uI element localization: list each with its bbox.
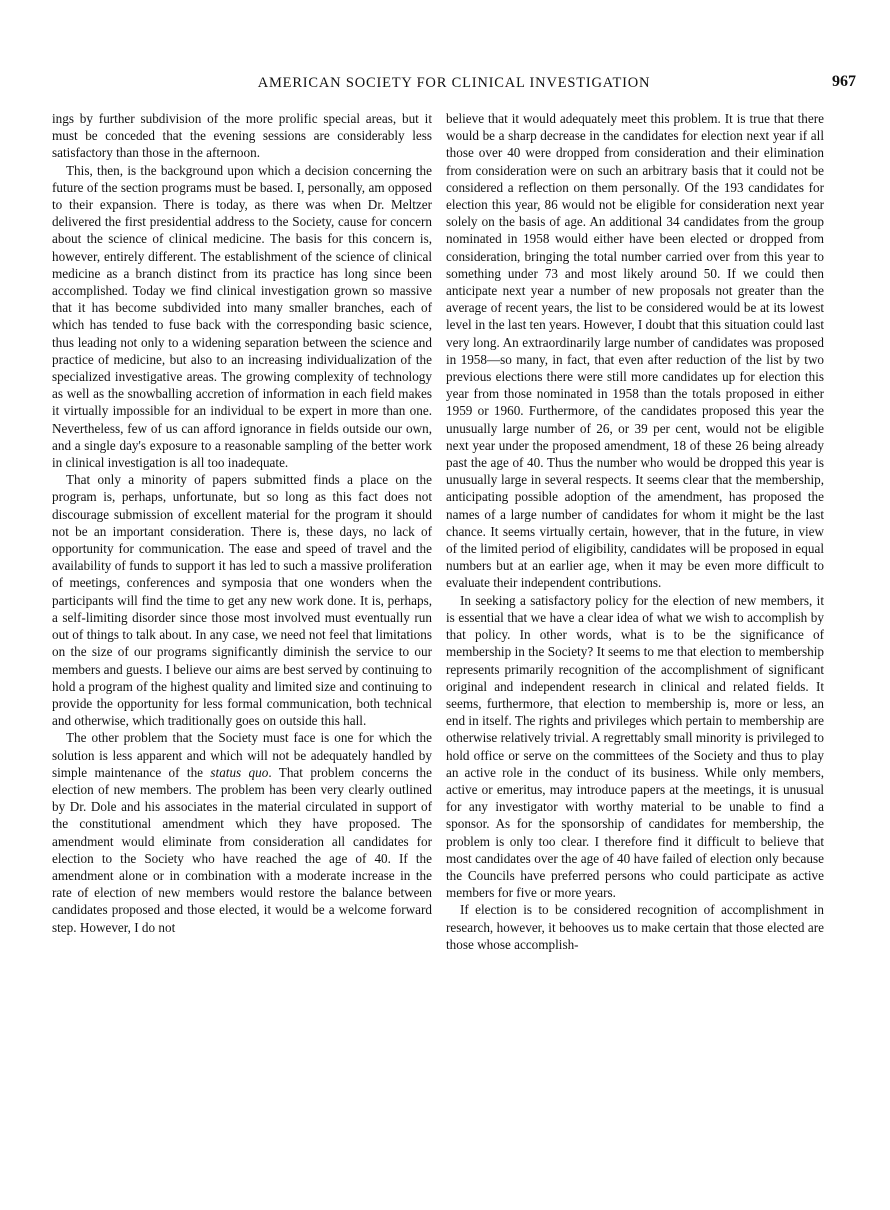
- paragraph: That only a minority of papers submitted finds a place on the program is, perhaps, unfortunate, but so long as this fact does not discourage submission of excellent material for the program it should not be an important consideration. There is, these days, no lack of opportunity for communication. The ease and speed of travel and the availability of funds to support it has led to such a massive proliferation of meetings, conferences and symposia that one wonders when the participants will find the time to get any new work done. It is, perhaps, a self-limiting disorder since those most involved must eventually run out of things to talk about. In any case, we need not feel that limitations on the size of our programs significantly diminish the service to our members and guests. I believe our aims are best served by continuing to hold a program of the highest quality and limited size and continuing to provide the opportunity for less formal communication, both technical and otherwise, which traditionally goes on outside this hall.: [52, 472, 432, 729]
- paragraph: believe that it would adequately meet this problem. It is true that there would be a sharp decrease in the candidates for election next year if all those over 40 were dropped from consideration and their elimination from consideration were on such an arbitrary basis that it could not be considered a reflection on them personally. Of the 193 candidates for election this year, 86 would not be eligible for consideration next year solely on the basis of age. An additional 34 candidates from the group nominated in 1958 would either have been elected or dropped from consideration, bringing the total number carried over from this year to something under 73 and most likely around 50. If we could then anticipate next year a number of new proposals not greater than the average of recent years, the list to be considered would be at its lowest level in the last ten years. However, I doubt that this situation could last very long. An extraordinarily large number of candidates was proposed in 1958—so many, in fact, that even after reduction of the list by two previous elections there were still more candidates up for election this year from those nominated in 1958 than the totals proposed in either 1959 or 1960. Furthermore, of the candidates proposed this year the unusually large number of 26, or 39 per cent, would not be eligible next year under the proposed amendment, 18 of these 26 being already past the age of 40. Thus the number who would be dropped this year is unusually large in several respects. It seems clear that the membership, anticipating possible adoption of the amendment, has proposed the names of a large number of candidates for whom it might be the last chance. It seems virtually certain, however, that in the future, in view of the limited period of eligibility, candidates will be proposed in equal numbers but at an earlier age, when it may be even more difficult to evaluate their independent contributions.: [446, 111, 824, 591]
- page-number: 967: [832, 73, 856, 90]
- left-column: [52, 110, 432, 936]
- running-header: [52, 73, 856, 95]
- paragraph-text: The other problem that the Society must face is one for which the solution is less apparent and which will not be adequately handled by simple maintenance of the: [52, 730, 432, 780]
- paragraph: ings by further subdivision of the more prolific special areas, but it must be conceded that the evening sessions are considerably less satisfactory than those in the afternoon.: [52, 111, 432, 161]
- paragraph: This, then, is the background upon which a decision concerning the future of the section programs must be based. I, personally, am opposed to their expansion. There is today, as there was when Dr. Meltzer delivered the first presidential address to the Society, cause for concern about the science of clinical medicine. The basis for this concern is, however, entirely different. The establishment of the science of clinical medicine as a branch distinct from its practice has long since been accomplished. Today we find clinical investigation grown so massive that it has become subdivided into many smaller branches, each of which has tended to fuse back with the corresponding basic science, thus leading not only to a widening separation between the science and practice of medicine, but also to an increasing individualization of the specialized investigative areas. The growing complexity of technology as well as the snowballing accretion of information in each field makes it virtually impossible for an individual to be expert in more than one. Nevertheless, few of us can afford ignorance in fields outside our own, and a single day's exposure to a reasonable sampling of the better work in clinical investigation is all too inadequate.: [52, 162, 432, 471]
- italic-term: status quo: [210, 764, 269, 780]
- paragraph-text: . That problem concerns the election of new members. The problem has been very clearly outlined by Dr. Dole and his associates in the material circulated in support of the constitutional amendment which they have proposed. The amendment would eliminate from consideration all candidates for election to the Society who have reached the age of 40. If the amendment alone or in combination with a moderate increase in the rate of election of new members would restore the balance between candidates proposed and those elected, it would be a welcome forward step. However, I do not: [52, 764, 432, 935]
- paragraph: [52, 729, 432, 935]
- right-column: [446, 110, 824, 953]
- paragraph: In seeking a satisfactory policy for the election of new members, it is essential that we have a clear idea of what we wish to accomplish by that policy. In other words, what is to be the significance of membership in the Society? It seems to me that election to membership represents primarily recognition of the accomplishment of significant original and independent research in clinical and related fields. It seems, furthermore, that election to membership is, more or less, an end in itself. The rights and privileges which pertain to membership are otherwise relatively trivial. A regrettably small minority is privileged to hold office or serve on the committees of the Society and thus to play an active role in the conduct of its business. While only members, active or emeritus, may introduce papers at the meetings, it is unusual for any investigator with worthy material to be unable to find a sponsor. As for the sponsorship of candidates for membership, the problem is only too clear. I therefore find it difficult to believe that most candidates over the age of 40 have failed of election only because the Councils have preferred persons who could participate as active members for five or more years.: [446, 592, 824, 901]
- paragraph: If election is to be considered recognition of accomplishment in research, however, it behooves us to make certain that those elected are those whose accomplish-: [446, 902, 824, 952]
- running-title: AMERICAN SOCIETY FOR CLINICAL INVESTIGATION: [257, 75, 651, 91]
